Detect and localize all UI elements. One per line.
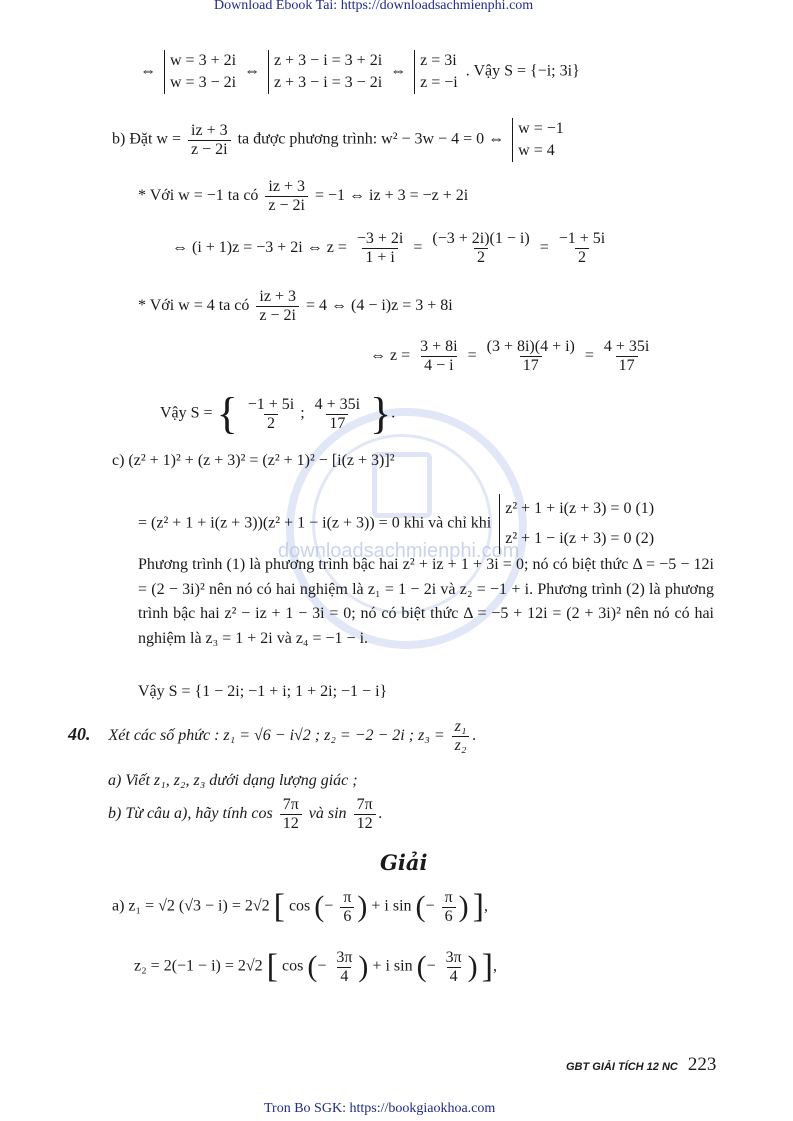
part-a-result: . Vậy S = {−i; 3i} — [465, 62, 580, 80]
case-w-4-solution: ⇔ z = $\frac{3 + 8i}{4 - i}$ = $\frac{(3 + 8i)(4 + i)}{17}$ = $\frac{4 + 35i}{17}$ — [370, 338, 650, 374]
header-label: Download Ebook Tai: — [214, 0, 338, 13]
system-factors: z² + 1 + i(z + 3) = 0 (1) z² + 1 − i(z + 3) = 0 (2) — [499, 494, 654, 554]
part-b-result: Vậy S = { $\frac{-1 + 5i}{2}$ ; $\frac{4 + 35i}{17}$ }. — [160, 389, 396, 438]
book-title: GBT GIẢI TÍCH 12 NC — [566, 1061, 678, 1073]
system-z-plus-3: z + 3 − i = 3 + 2i z + 3 − i = 3 − 2i — [268, 50, 382, 94]
system-z: z = 3i z = −i — [414, 50, 458, 94]
part-c-paragraph: Phương trình (1) là phương trình bậc hai z² + iz + 1 + 3i = 0; nó có biệt thức Δ = −5 − 12i = (2 − 3i)² nên nó có hai nghiệm là z₁ = 1 − 2i và z₂ = −1 + i. Phương trình (2) là phương trình bậc hai z² − iz + 1 − 3i = 0; nó có biệt thức Δ = −5 + 12i = (2 + 3i)² nên nó có hai nghiệm là z₃ = 1 + 2i và z₄ = −1 − i. — [138, 556, 714, 647]
part-c-factor: c) (z² + 1)² + (z + 3)² = (z² + 1)² − [i(z + 3)]² — [112, 452, 395, 469]
problem-number: 40. — [68, 724, 91, 745]
case-w-4: * Với w = 4 ta có $\frac{iz + 3}{z - 2i}$ = 4 ⇔ (4 − i)z = 3 + 8i — [138, 288, 453, 324]
case-w-minus-1: * Với w = −1 ta có $\frac{iz + 3}{z - 2i}$ = −1 ⇔ iz + 3 = −z + 2i — [138, 178, 469, 214]
footer-link[interactable]: https://bookgiaokhoa.com — [349, 1101, 496, 1116]
page-footer — [566, 1054, 716, 1076]
watermark-text: downloadsachmienphi.com — [278, 540, 520, 562]
header-link[interactable]: https://downloadsachmienphi.com — [340, 0, 534, 13]
fraction-w: $\frac{iz + 3}{z - 2i}$ — [188, 122, 231, 159]
footer-label: Tron Bo SGK: — [264, 1101, 346, 1116]
solution-heading: Giải — [380, 850, 428, 875]
problem-40-statement: 40. Xét các số phức : z₁ = √6 − i√2 ; z₂ = −2 − 2i ; z₃ = $\frac{\text{z₁}}{\text{z₂}}$ . — [68, 718, 477, 754]
footer-link-line — [264, 1101, 495, 1117]
part-a-conclusion: ⇔ w = 3 + 2i w = 3 − 2i ⇔ z + 3 − i = 3 + 2i z + 3 − i = 3 − 2i ⇔ z = 3i z = −i . Vậy S = {−i; 3i} — [140, 50, 580, 94]
problem-40-part-b: b) Từ câu a), hãy tính cos $\frac{7\pi}{12}$ và sin $\frac{7\pi}{12}$ . — [108, 796, 383, 832]
system-w: w = 3 + 2i w = 3 − 2i — [164, 50, 236, 94]
part-c-product: = (z² + 1 + i(z + 3))(z² + 1 − i(z + 3)) = 0 khi và chỉ khi z² + 1 + i(z + 3) = 0 (1) z² + 1 − i(z + 3) = 0 (2) — [138, 494, 658, 554]
solution-z1: a) z₁ = √2 (√3 − i) = 2√2 [ cos (− $\frac{\pi}{6}$ ) + i sin (− $\frac{\pi}{6}$ ) ], — [112, 888, 488, 925]
part-c-result: Vậy S = {1 − 2i; −1 + i; 1 + 2i; −1 − i} — [138, 683, 388, 700]
problem-40-part-a: a) Viết z₁, z₂, z₃ dưới dạng lượng giác ; — [108, 772, 358, 789]
header-download-line — [214, 0, 533, 14]
part-b-substitution: b) Đặt w = $\frac{iz + 3}{z - 2i}$ ta được phương trình: w² − 3w − 4 = 0 ⇔ w = −1 w = 4 — [112, 118, 568, 162]
system-w-roots: w = −1 w = 4 — [512, 118, 564, 162]
solution-z2: z₂ = 2(−1 − i) = 2√2 [ cos (− $\frac{3\pi}{4}$ ) + i sin (− $\frac{3\pi}{4}$ ) ], — [134, 948, 497, 985]
page-number: 223 — [687, 1054, 717, 1075]
case-w-minus-1-solution: ⇔ (i + 1)z = −3 + 2i ⇔ z = $\frac{-3 + 2i}{1 + i}$ = $\frac{(-3 + 2i)(1 - i)}{2}$ = $\frac{-1 + 5i}{2}$ — [172, 230, 606, 266]
